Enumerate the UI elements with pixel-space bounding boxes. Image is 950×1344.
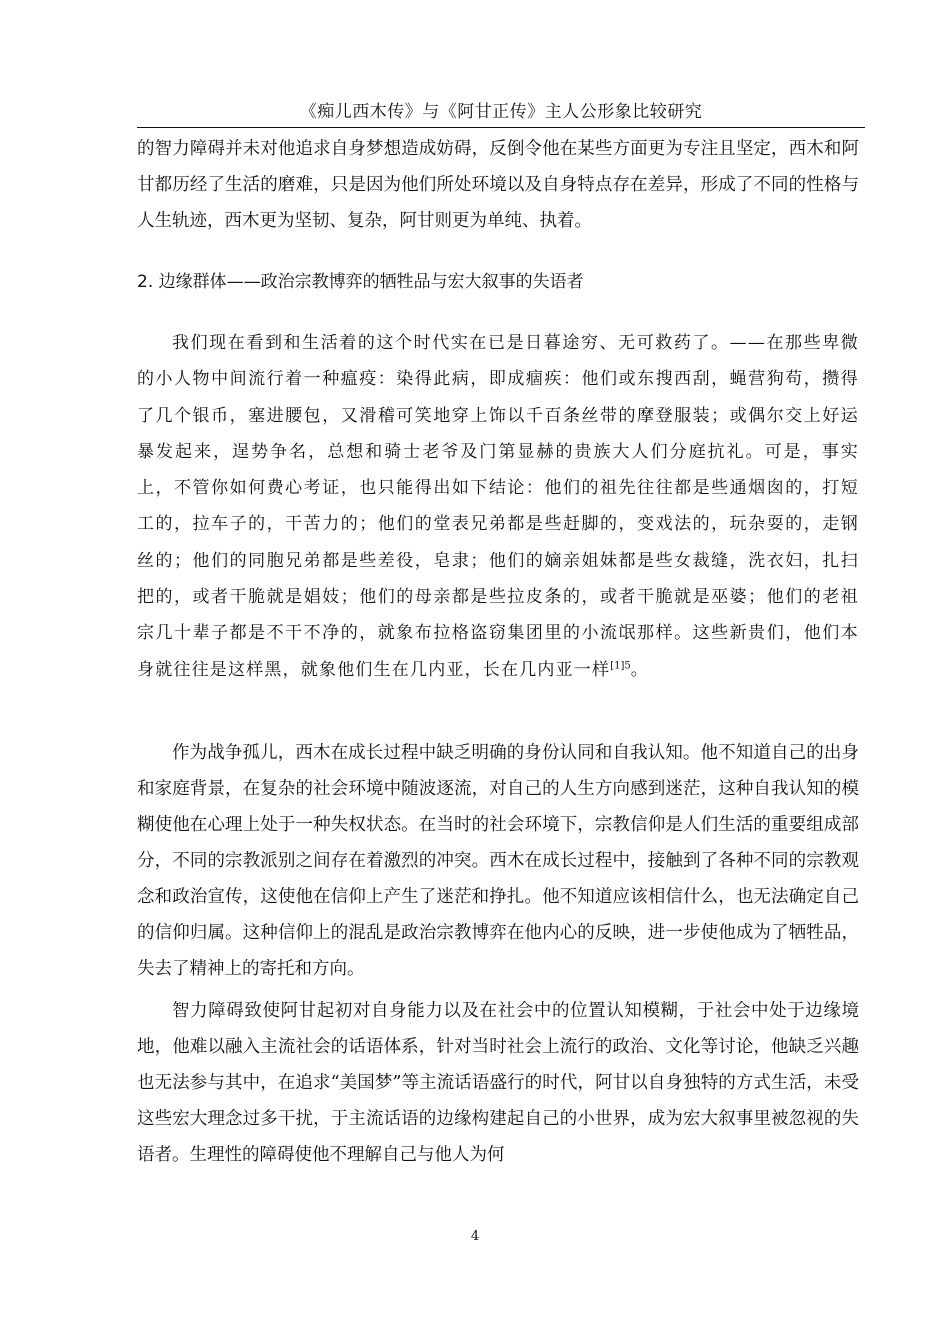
paragraph-war-orphan: 作为战争孤儿，西木在成长过程中缺乏明确的身份认同和自我认知。他不知道自己的出身和家庭背景，在复杂的社会环境中随波逐流，对自己的人生方向感到迷茫，这种自我认知的模糊使他在心理上处于一种失权状态。在当时的社会环境下，宗教信仰是人们生活的重要组成部分，不同的宗教派别之间存在着激烈的冲突。西木在成长过程中，接触到了各种不同的宗教观念和政治宣传，这使他在信仰上产生了迷茫和挣扎。他不知道应该相信什么，也无法确定自己的信仰归属。这种信仰上的混乱是政治宗教博弈在他内心的反映，进一步使他成为了牺牲品，失去了精神上的寄托和方向。: [137, 743, 859, 979]
block-quote: [137, 325, 859, 688]
header-rule: [137, 127, 865, 128]
paragraph-continuation: 的智力障碍并未对他追求自身梦想造成妨碍，反倒令他在某些方面更为专注且坚定，西木和阿甘都历经了生活的磨难，只是因为他们所处环境以及自身特点存在差异，形成了不同的性格与人生轨迹，西木更为坚韧、复杂，阿甘则更为单纯、执着。: [137, 139, 859, 231]
running-header: 《痴儿西木传》与《阿甘正传》主人公形象比较研究: [299, 102, 703, 122]
citation-marker: [1]5: [610, 660, 631, 672]
section-heading: 2. 边缘群体——政治宗教博弈的牺牲品与宏大叙事的失语者: [137, 272, 584, 292]
quote-end: 。: [630, 659, 649, 680]
paragraph-intellectual-disability: 智力障碍致使阿甘起初对自身能力以及在社会中的位置认知模糊，于社会中处于边缘境地，他难以融入主流社会的话语体系，针对当时社会上流行的政治、文化等讨论，他缺乏兴趣也无法参与其中，在追求“美国梦”等主流话语盛行的时代，阿甘以自身独特的方式生活，未受这些宏大理念过多干扰，于主流话语的边缘构建起自己的小世界，成为宏大叙事里被忽视的失语者。生理性的障碍使他不理解自己与他人为何: [137, 1001, 859, 1165]
quote-text: 我们现在看到和生活着的这个时代实在已是日暮途穷、无可救药了。——在那些卑微的小人物中间流行着一种瘟疫：染得此病，即成痼疾：他们或东搜西刮，蝇营狗苟，攒得了几个银币，塞进腰包，又滑稽可笑地穿上饰以千百条丝带的摩登服装；或偶尔交上好运暴发起来，逞势争名，总想和骑士老爷及门第显赫的贵族大人们分庭抗礼。可是，事实上，不管你如何费心考证，也只能得出如下结论：他们的祖先往往都是些通烟囱的，打短工的，拉车子的，干苦力的；他们的堂表兄弟都是些赶脚的，变戏法的，玩杂耍的，走钢丝的；他们的同胞兄弟都是些差役，皂隶；他们的嫡亲姐妹都是些女裁缝，洗衣妇，扎扫把的，或者干脆就是娼妓；他们的母亲都是些拉皮条的，或者干脆就是巫婆；他们的老祖宗几十辈子都是不干不净的，就象布拉格盗窃集团里的小流氓那样。这些新贵们，他们本身就往往是这样黑，就象他们生在几内亚，长在几内亚一样: [137, 333, 859, 680]
page-number: 4: [470, 1229, 480, 1244]
